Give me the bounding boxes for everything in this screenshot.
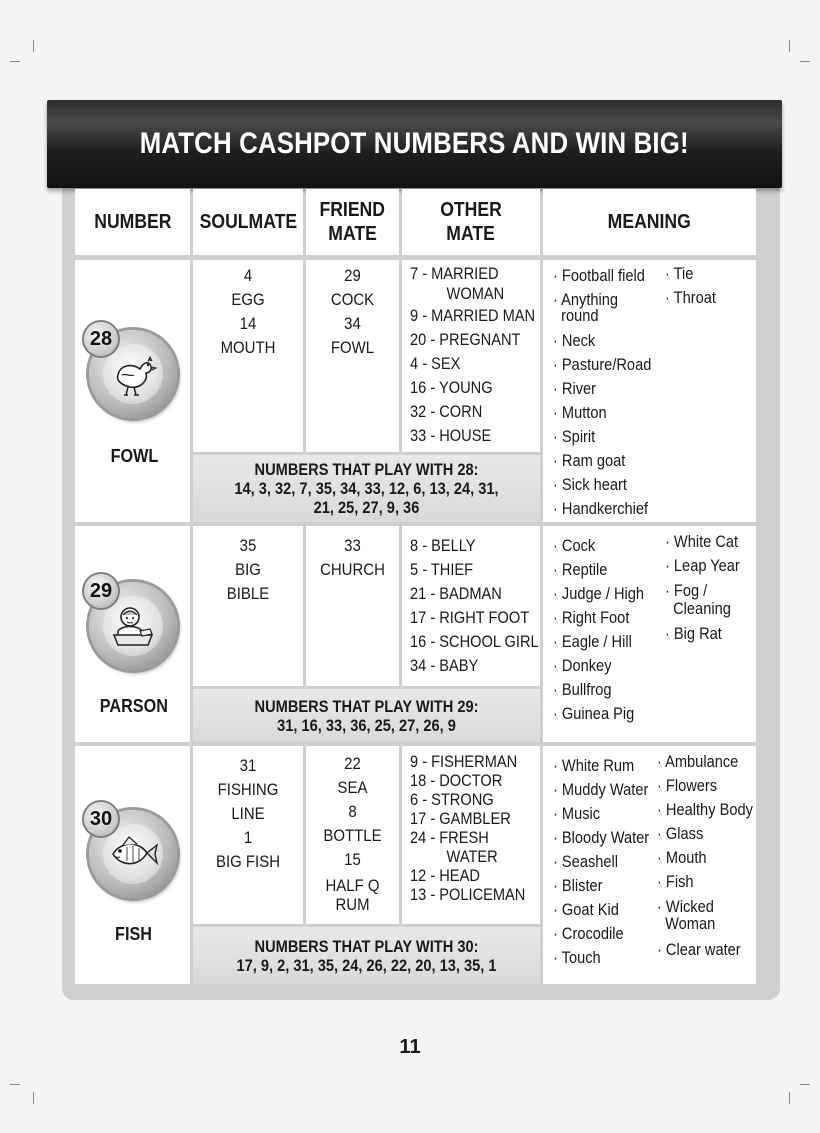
- friend-value: FOWL: [330, 338, 375, 357]
- meaning-item: · Reptile: [553, 560, 608, 579]
- number-cell-30: [75, 746, 190, 984]
- meaning-item: · Judge / High: [553, 584, 645, 603]
- meaning-item: · Fog /: [665, 581, 708, 600]
- friend-value: SEA: [337, 778, 368, 797]
- banner-title: MATCH CASHPOT NUMBERS AND WIN BIG!: [139, 127, 690, 160]
- parson-icon: [103, 596, 163, 656]
- meaning-item: · Donkey: [553, 656, 612, 675]
- other-value: 17 - GAMBLER: [410, 809, 511, 828]
- other-value: 8 - BELLY: [410, 536, 476, 555]
- soulmate-value: 31: [239, 756, 257, 775]
- other-mate-cell: [402, 746, 540, 924]
- meaning-item: · Sick heart: [553, 475, 627, 494]
- friend-value: 33: [344, 536, 361, 555]
- other-value: 20 - PREGNANT: [410, 330, 521, 349]
- other-value: WOMAN: [410, 284, 505, 303]
- number-badge: 30: [84, 802, 118, 836]
- other-value: 18 - DOCTOR: [410, 771, 503, 790]
- meaning-item: · River: [553, 379, 597, 398]
- meaning-item: · Muddy Water: [553, 780, 649, 799]
- crop-mark: [789, 40, 790, 52]
- number-cell-28: [75, 260, 190, 522]
- crop-mark: [10, 61, 20, 62]
- meaning-cell: [543, 260, 756, 522]
- meaning-item: · Healthy Body: [657, 800, 753, 819]
- plays-numbers: 14, 3, 32, 7, 35, 34, 33, 12, 6, 13, 24, 31,: [234, 479, 499, 498]
- friend-value: RUM: [335, 895, 370, 914]
- friend-mate-cell: [306, 526, 399, 686]
- crop-mark: [789, 1092, 790, 1104]
- number-badge: 29: [84, 574, 118, 608]
- friend-value: CHURCH: [320, 560, 385, 579]
- meaning-item: · Seashell: [553, 852, 619, 871]
- meaning-item: · Cock: [553, 536, 596, 555]
- meaning-item: · Throat: [665, 288, 716, 307]
- meaning-item: · Leap Year: [665, 556, 740, 575]
- other-value: 12 - HEAD: [410, 866, 480, 885]
- other-value: 33 - HOUSE: [410, 426, 492, 445]
- fish-icon: [103, 824, 163, 884]
- meaning-item: · Bullfrog: [553, 680, 612, 699]
- soulmate-value: 1: [243, 828, 253, 847]
- other-value: 4 - SEX: [410, 354, 461, 373]
- plays-with-box: [193, 689, 540, 742]
- meaning-item: · Fish: [657, 872, 694, 891]
- soulmate-cell: [193, 746, 303, 924]
- other-value: 9 - MARRIED MAN: [410, 306, 536, 325]
- plays-title: NUMBERS THAT PLAY WITH 30:: [254, 936, 479, 956]
- title-banner: [47, 100, 782, 188]
- plays-title: NUMBERS THAT PLAY WITH 28:: [254, 460, 479, 479]
- number-badge: 28: [84, 322, 118, 356]
- crop-mark: [800, 1084, 810, 1085]
- friend-value: 15: [344, 850, 361, 869]
- meaning-item: · Crocodile: [553, 924, 624, 943]
- animal-name: FOWL: [110, 446, 158, 466]
- crop-mark: [33, 1092, 34, 1104]
- header-number: NUMBER: [75, 189, 190, 255]
- other-value: WATER: [410, 847, 498, 866]
- friend-value: 8: [348, 802, 357, 821]
- meaning-item: · Clear water: [657, 940, 741, 959]
- soulmate-value: 4: [243, 266, 253, 285]
- meaning-cell: [543, 526, 756, 742]
- meaning-item: · Football field: [553, 266, 645, 285]
- other-value: 32 - CORN: [410, 402, 483, 421]
- animal-name: PARSON: [99, 696, 169, 716]
- other-value: 16 - SCHOOL GIRL: [410, 632, 539, 651]
- meaning-item: · Glass: [657, 824, 704, 843]
- page-number: 11: [399, 1036, 421, 1058]
- meaning-item: · Neck: [553, 331, 596, 350]
- header-friend-mate: FRIEND MATE: [306, 189, 399, 255]
- soulmate-value: BIBLE: [226, 584, 270, 603]
- friend-value: HALF Q: [325, 876, 380, 895]
- soulmate-value: FISHING: [217, 780, 279, 799]
- chicken-icon: [103, 344, 163, 404]
- plays-title: NUMBERS THAT PLAY WITH 29:: [254, 696, 479, 716]
- friend-mate-cell: [306, 746, 399, 924]
- meaning-cell: [543, 746, 756, 984]
- soulmate-value: 14: [239, 314, 257, 333]
- friend-mate-cell: [306, 260, 399, 452]
- number-cell-29: [75, 526, 190, 742]
- meaning-item: · Music: [553, 804, 601, 823]
- soulmate-cell: [193, 526, 303, 686]
- plays-with-box: [193, 927, 540, 984]
- other-value: 24 - FRESH: [410, 828, 489, 847]
- other-value: 7 - MARRIED: [410, 264, 499, 283]
- plays-numbers: 31, 16, 33, 36, 25, 27, 26, 9: [277, 715, 456, 735]
- soulmate-cell: [193, 260, 303, 452]
- plays-numbers: 21, 25, 27, 9, 36: [313, 498, 420, 517]
- header-soulmate: SOULMATE: [193, 189, 303, 255]
- other-mate-cell: [402, 260, 540, 452]
- plays-with-box: [193, 455, 540, 522]
- crop-mark: [33, 40, 34, 52]
- other-value: 9 - FISHERMAN: [410, 752, 518, 771]
- meaning-item: · Handkerchief: [553, 499, 649, 518]
- soulmate-value: MOUTH: [220, 338, 276, 357]
- meaning-item: · Mutton: [553, 403, 607, 422]
- soulmate-value: BIG FISH: [215, 852, 280, 871]
- meaning-item: · Eagle / Hill: [553, 632, 632, 651]
- meaning-item: · Goat Kid: [553, 900, 619, 919]
- meaning-item: · Touch: [553, 948, 601, 967]
- crop-mark: [10, 1084, 20, 1085]
- meaning-item: · Mouth: [657, 848, 707, 867]
- cashpot-table: [72, 186, 758, 988]
- meaning-item: · White Cat: [665, 532, 739, 551]
- meaning-item: · Pasture/Road: [553, 355, 652, 374]
- meaning-item: round: [553, 306, 599, 325]
- friend-value: COCK: [330, 290, 375, 309]
- meaning-item: · Ram goat: [553, 451, 626, 470]
- crop-mark: [800, 61, 810, 62]
- meaning-item: · Big Rat: [665, 624, 722, 643]
- meaning-item: · Bloody Water: [553, 828, 650, 847]
- soulmate-value: BIG: [235, 560, 261, 579]
- meaning-item: · Right Foot: [553, 608, 630, 627]
- meaning-item: · White Rum: [553, 756, 635, 775]
- meaning-item: Cleaning: [665, 599, 731, 618]
- other-value: 6 - STRONG: [410, 790, 494, 809]
- other-value: 17 - RIGHT FOOT: [410, 608, 530, 627]
- meaning-item: Woman: [657, 914, 716, 933]
- soulmate-value: 35: [239, 536, 257, 555]
- meaning-item: · Blister: [553, 876, 603, 895]
- meaning-item: · Anything: [553, 290, 619, 309]
- header-meaning: MEANING: [543, 189, 756, 255]
- other-value: 21 - BADMAN: [410, 584, 502, 603]
- other-value: 16 - YOUNG: [410, 378, 493, 397]
- other-value: 5 - THIEF: [410, 560, 474, 579]
- friend-value: 34: [344, 314, 361, 333]
- soulmate-value: LINE: [231, 804, 265, 823]
- meaning-item: · Spirit: [553, 427, 596, 446]
- animal-name: FISH: [115, 924, 153, 944]
- other-mate-cell: [402, 526, 540, 686]
- plays-numbers: 17, 9, 2, 31, 35, 24, 26, 22, 20, 13, 35, 1: [236, 955, 497, 975]
- friend-value: 29: [344, 266, 361, 285]
- meaning-item: · Flowers: [657, 776, 718, 795]
- meaning-item: · Guinea Pig: [553, 704, 635, 723]
- other-value: 13 - POLICEMAN: [410, 885, 526, 904]
- meaning-item: · Tie: [665, 264, 694, 283]
- other-value: 34 - BABY: [410, 656, 479, 675]
- friend-value: BOTTLE: [323, 826, 382, 845]
- header-other-mate: OTHER MATE: [402, 189, 540, 255]
- soulmate-value: EGG: [231, 290, 265, 309]
- friend-value: 22: [344, 754, 361, 773]
- meaning-item: · Wicked: [657, 897, 714, 916]
- meaning-item: · Ambulance: [657, 752, 739, 771]
